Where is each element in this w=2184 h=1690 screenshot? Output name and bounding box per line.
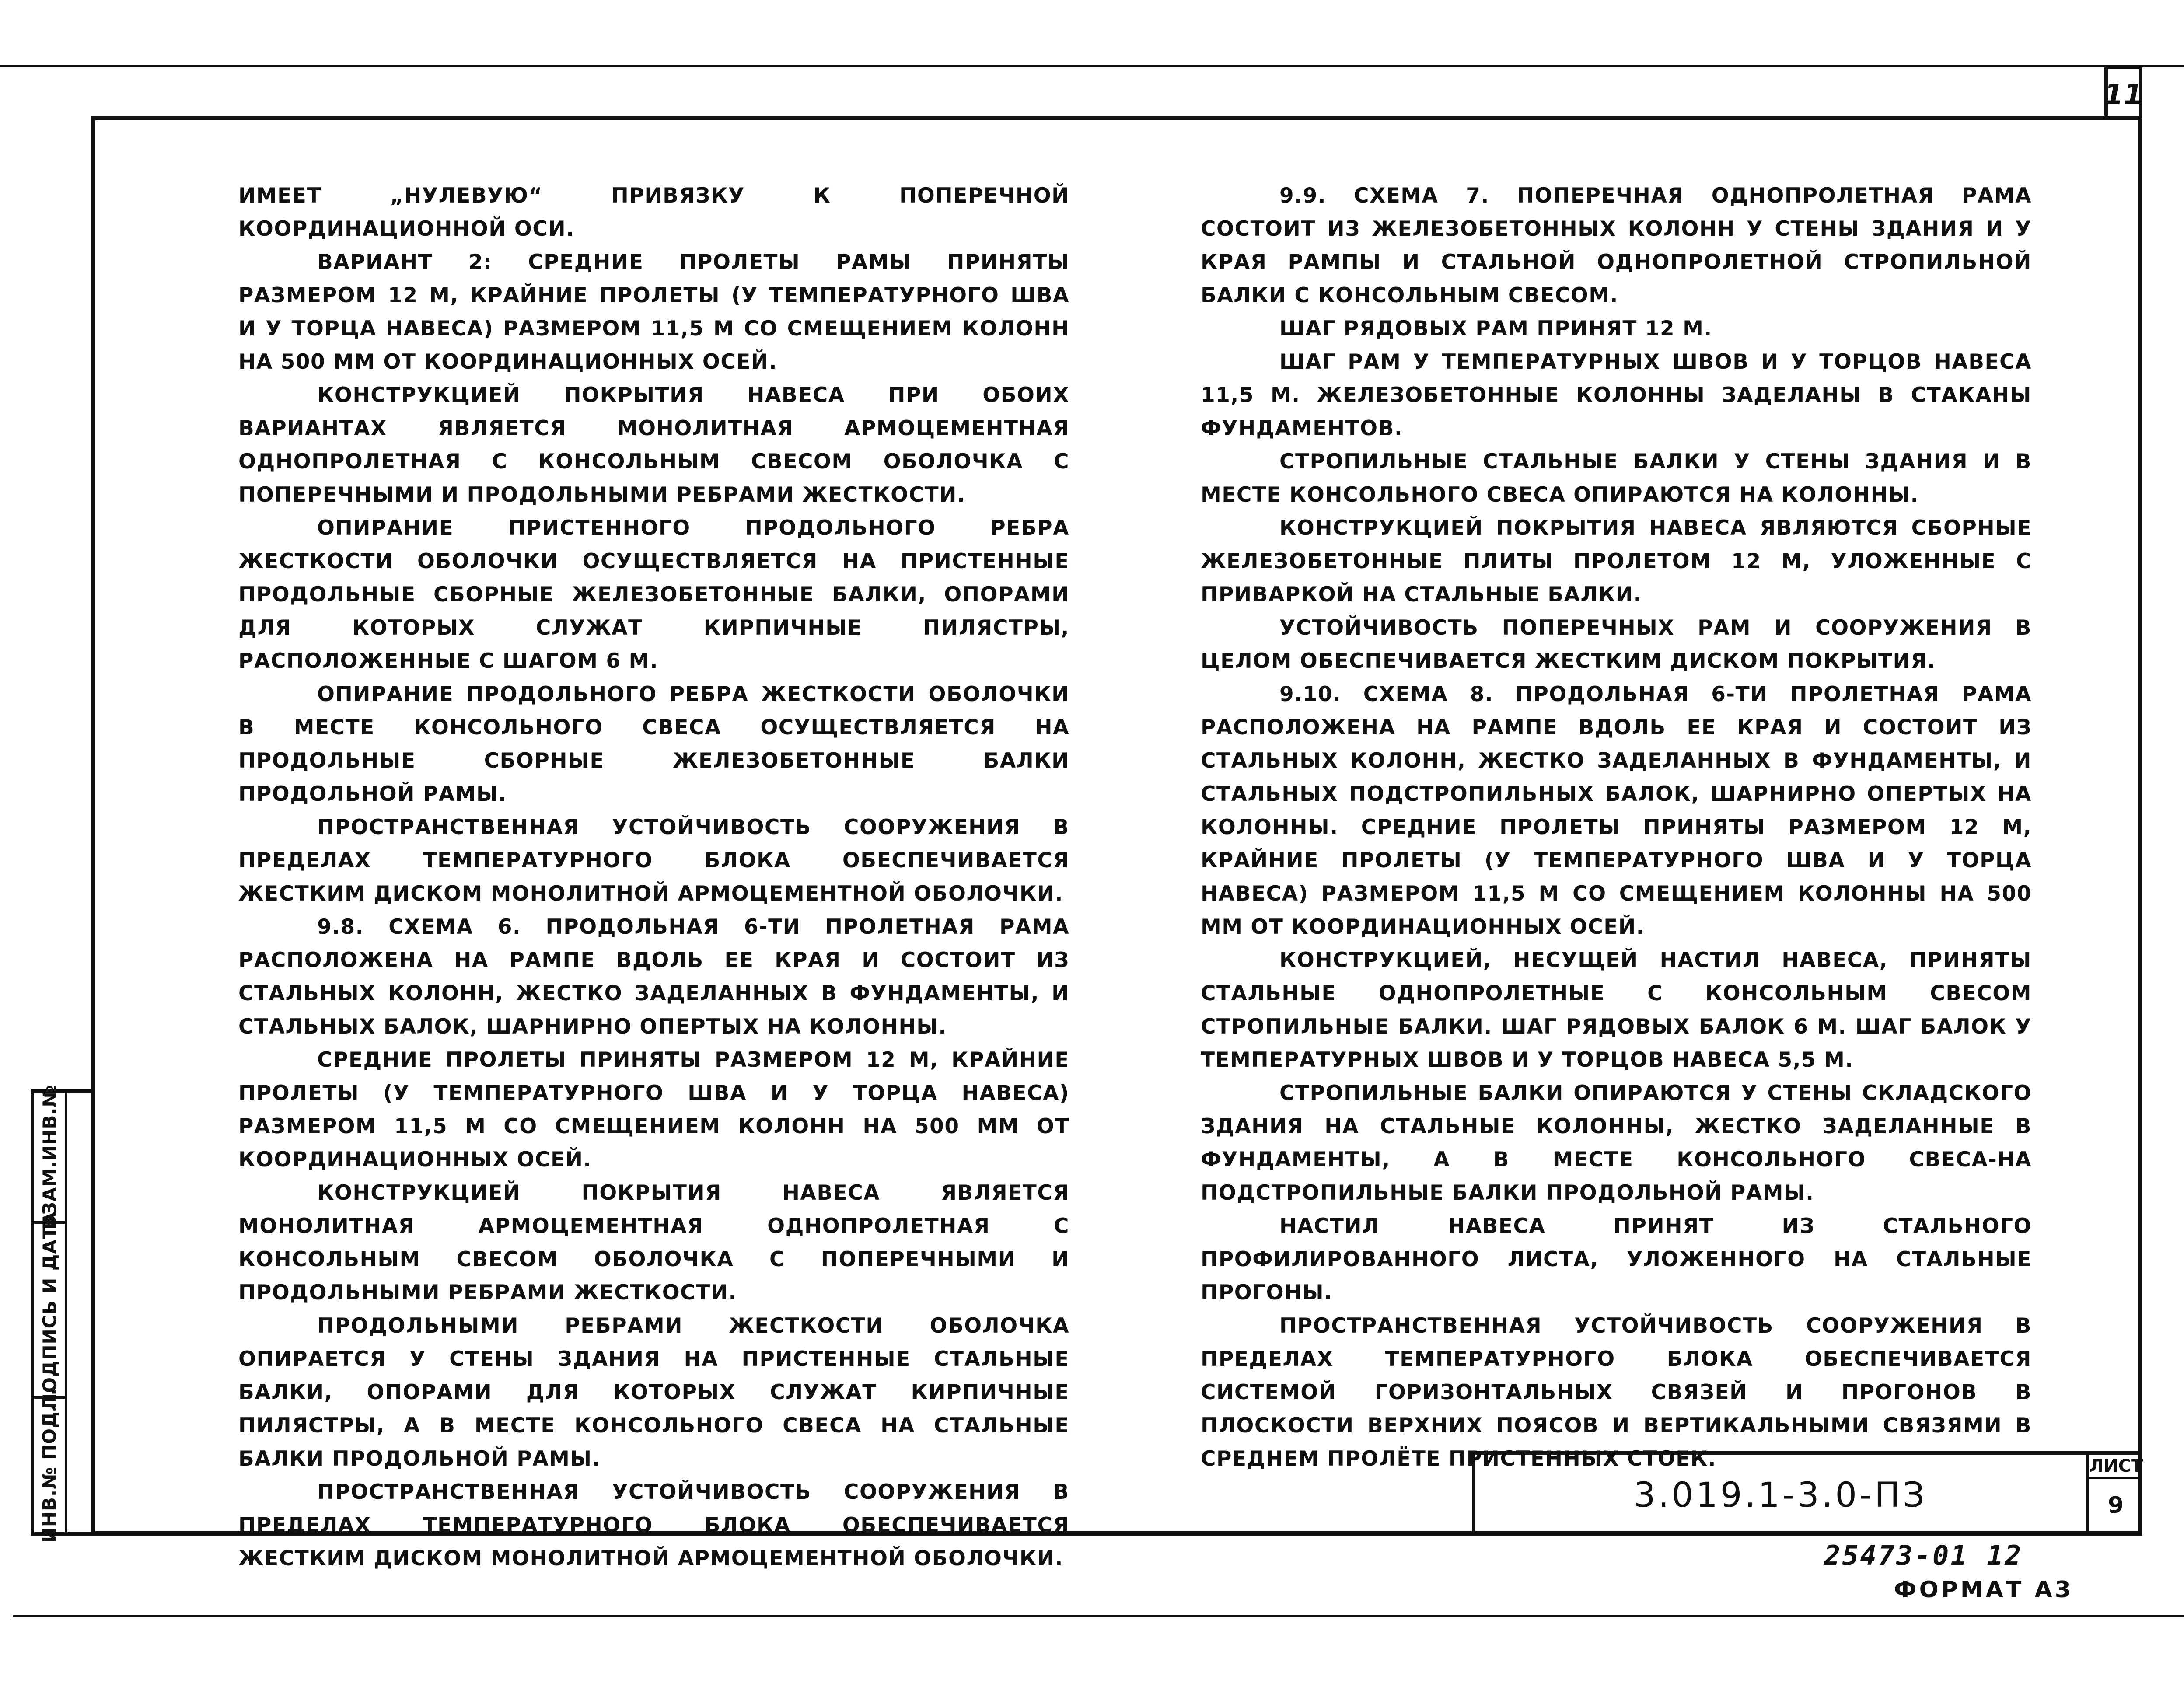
paragraph: ШАГ РЯДОВЫХ РАМ ПРИНЯТ 12 М. (1279, 317, 1712, 341)
side-label-signature-date: ПОДПИСЬ И ДАТА (38, 1211, 60, 1409)
inventory-number: 25473-01 12 (1824, 1540, 2023, 1571)
paragraph: НАСТИЛ НАВЕСА ПРИНЯТ ИЗ СТАЛЬНОГО ПРОФИЛИРОВАННОГО ЛИСТА, УЛОЖЕННОГО НА СТАЛЬНЫЕ ПРОГОНЫ. (1201, 1214, 2032, 1305)
paragraph: ВАРИАНТ 2: СРЕДНИЕ ПРОЛЕТЫ РАМЫ ПРИНЯТЫ РАЗМЕРОМ 12 М, КРАЙНИЕ ПРОЛЕТЫ (У ТЕМПЕРАТУРНОГО ШВА И У ТОРЦА НАВЕСА) РАЗМЕРОМ 11,5 М СО СМЕЩЕНИЕМ КОЛОНН НА 500 ММ ОТ КООРДИНАЦИОННЫХ ОСЕЙ. (238, 250, 1069, 374)
side-label-inv-no: ИНВ.№ ПОДЛ. (38, 1388, 60, 1543)
corner-page-number (2104, 66, 2142, 120)
paragraph: ПРОДОЛЬНЫМИ РЕБРАМИ ЖЕСТКОСТИ ОБОЛОЧКА ОПИРАЕТСЯ У СТЕНЫ ЗДАНИЯ НА ПРИСТЕННЫЕ СТАЛЬНЫЕ БАЛКИ, ОПОРАМИ ДЛЯ КОТОРЫХ СЛУЖАТ КИРПИЧНЫЕ ПИЛЯСТРЫ, А В МЕСТЕ КОНСОЛЬНОГО СВЕСА НА СТАЛЬНЫЕ БАЛКИ ПРОДОЛЬНОЙ РАМЫ. (238, 1314, 1069, 1471)
left-text-column (238, 179, 1069, 1575)
paragraph: ПРОСТРАНСТВЕННАЯ УСТОЙЧИВОСТЬ СООРУЖЕНИЯ В ПРЕДЕЛАХ ТЕМПЕРАТУРНОГО БЛОКА ОБЕСПЕЧИВАЕТСЯ ЖЕСТКИМ ДИСКОМ МОНОЛИТНОЙ АРМОЦЕМЕНТНОЙ ОБОЛОЧКИ. (238, 815, 1069, 906)
paragraph: КОНСТРУКЦИЕЙ ПОКРЫТИЯ НАВЕСА ЯВЛЯЕТСЯ МОНОЛИТНАЯ АРМОЦЕМЕНТНАЯ ОДНОПРОЛЕТНАЯ С КОНСОЛЬНЫМ СВЕСОМ ОБОЛОЧКА С ПОПЕРЕЧНЫМИ И ПРОДОЛЬНЫМИ РЕБРАМИ ЖЕСТКОСТИ. (238, 1181, 1069, 1305)
side-binding-strip (31, 1084, 95, 1543)
bottom-trim-line (13, 1615, 2184, 1617)
paragraph-section-9-8: 9.8. СХЕМА 6. ПРОДОЛЬНАЯ 6-ТИ ПРОЛЕТНАЯ РАМА РАСПОЛОЖЕНА НА РАМПЕ ВДОЛЬ ЕЕ КРАЯ И СОСТОИТ ИЗ СТАЛЬНЫХ КОЛОНН, ЖЕСТКО ЗАДЕЛАННЫХ В ФУНДАМЕНТЫ, И СТАЛЬНЫХ БАЛОК, ШАРНИРНО ОПЕРТЫХ НА КОЛОННЫ. (238, 915, 1069, 1039)
paragraph: ШАГ РАМ У ТЕМПЕРАТУРНЫХ ШВОВ И У ТОРЦОВ НАВЕСА 11,5 М. ЖЕЛЕЗОБЕТОННЫЕ КОЛОННЫ ЗАДЕЛАНЫ В СТАКАНЫ ФУНДАМЕНТОВ. (1201, 350, 2032, 440)
right-text-column (1201, 179, 2032, 1476)
paragraph: ПРОСТРАНСТВЕННАЯ УСТОЙЧИВОСТЬ СООРУЖЕНИЯ В ПРЕДЕЛАХ ТЕМПЕРАТУРНОГО БЛОКА ОБЕСПЕЧИВАЕТСЯ СИСТЕМОЙ ГОРИЗОНТАЛЬНЫХ СВЯЗЕЙ И ПРОГОНОВ В ПЛОСКОСТИ ВЕРХНИХ ПОЯСОВ И ВЕРТИКАЛЬНЫМИ СВЯЗЯМИ В СРЕДНЕМ ПРОЛЁТЕ ПРИСТЕННЫХ СТОЕК. (1201, 1314, 2032, 1471)
side-strip-divider (65, 1093, 67, 1532)
paragraph: ИМЕЕТ „НУЛЕВУЮ“ ПРИВЯЗКУ К ПОПЕРЕЧНОЙ КООРДИНАЦИОННОЙ ОСИ. (238, 184, 1069, 241)
title-block (1472, 1451, 2142, 1536)
side-cell-signature-date (34, 1211, 65, 1409)
paragraph: ОПИРАНИЕ ПРИСТЕННОГО ПРОДОЛЬНОГО РЕБРА ЖЕСТКОСТИ ОБОЛОЧКИ ОСУЩЕСТВЛЯЕТСЯ НА ПРИСТЕННЫЕ ПРОДОЛЬНЫЕ СБОРНЫЕ ЖЕЛЕЗОБЕТОННЫЕ БАЛКИ, ОПОРАМИ ДЛЯ КОТОРЫХ СЛУЖАТ КИРПИЧНЫЕ ПИЛЯСТРЫ, РАСПОЛОЖЕННЫЕ С ШАГОМ 6 М. (238, 516, 1069, 673)
paragraph: ОПИРАНИЕ ПРОДОЛЬНОГО РЕБРА ЖЕСТКОСТИ ОБОЛОЧКИ В МЕСТЕ КОНСОЛЬНОГО СВЕСА ОСУЩЕСТВЛЯЕТСЯ НА ПРОДОЛЬНЫЕ СБОРНЫЕ ЖЕЛЕЗОБЕТОННЫЕ БАЛКИ ПРОДОЛЬНОЙ РАМЫ. (238, 682, 1069, 806)
side-label-replaced-inv: ВЗАМ.ИНВ.№ (38, 1084, 60, 1229)
paragraph: УСТОЙЧИВОСТЬ ПОПЕРЕЧНЫХ РАМ И СООРУЖЕНИЯ В ЦЕЛОМ ОБЕСПЕЧИВАЕТСЯ ЖЕСТКИМ ДИСКОМ ПОКРЫТИЯ. (1201, 616, 2032, 673)
paragraph-section-9-9: 9.9. СХЕМА 7. ПОПЕРЕЧНАЯ ОДНОПРОЛЕТНАЯ РАМА СОСТОИТ ИЗ ЖЕЛЕЗОБЕТОННЫХ КОЛОНН У СТЕНЫ ЗДАНИЯ И У КРАЯ РАМПЫ И СТАЛЬНОЙ ОДНОПРОЛЕТНОЙ СТРОПИЛЬНОЙ БАЛКИ С КОНСОЛЬНЫМ СВЕСОМ. (1201, 184, 2032, 307)
paragraph: СРЕДНИЕ ПРОЛЕТЫ ПРИНЯТЫ РАЗМЕРОМ 12 М, КРАЙНИЕ ПРОЛЕТЫ (У ТЕМПЕРАТУРНОГО ШВА И У ТОРЦА НАВЕСА) РАЗМЕРОМ 11,5 М СО СМЕЩЕНИЕМ КОЛОНН НА 500 ММ ОТ КООРДИНАЦИОННЫХ ОСЕЙ. (238, 1048, 1069, 1172)
top-trim-line (0, 65, 2184, 67)
paragraph: СТРОПИЛЬНЫЕ СТАЛЬНЫЕ БАЛКИ У СТЕНЫ ЗДАНИЯ И В МЕСТЕ КОНСОЛЬНОГО СВЕСА ОПИРАЮТСЯ НА КОЛОННЫ. (1201, 450, 2032, 507)
paragraph: КОНСТРУКЦИЕЙ, НЕСУЩЕЙ НАСТИЛ НАВЕСА, ПРИНЯТЫ СТАЛЬНЫЕ ОДНОПРОЛЕТНЫЕ С КОНСОЛЬНЫМ СВЕСОМ СТРОПИЛЬНЫЕ БАЛКИ. ШАГ РЯДОВЫХ БАЛОК 6 М. ШАГ БАЛОК У ТЕМПЕРАТУРНЫХ ШВОВ И У ТОРЦОВ НАВЕСА 5,5 М. (1201, 948, 2032, 1072)
side-cell-inv-no (34, 1388, 65, 1543)
paragraph: КОНСТРУКЦИЕЙ ПОКРЫТИЯ НАВЕСА ЯВЛЯЮТСЯ СБОРНЫЕ ЖЕЛЕЗОБЕТОННЫЕ ПЛИТЫ ПРОЛЕТОМ 12 М, УЛОЖЕННЫЕ С ПРИВАРКОЙ НА СТАЛЬНЫЕ БАЛКИ. (1201, 516, 2032, 607)
sheet-label: ЛИСТ (2089, 1455, 2142, 1479)
document-code: 3.019.1-3.0-ПЗ (1634, 1475, 1927, 1515)
sheet-number: 9 (2107, 1492, 2124, 1519)
paragraph: СТРОПИЛЬНЫЕ БАЛКИ ОПИРАЮТСЯ У СТЕНЫ СКЛАДСКОГО ЗДАНИЯ НА СТАЛЬНЫЕ КОЛОННЫ, ЖЕСТКО ЗАДЕЛАННЫЕ В ФУНДАМЕНТЫ, А В МЕСТЕ КОНСОЛЬНОГО СВЕСА-НА ПОДСТРОПИЛЬНЫЕ БАЛКИ ПРОДОЛЬНОЙ РАМЫ. (1201, 1081, 2032, 1205)
side-cell-replaced-inv (34, 1084, 65, 1229)
paper-format: ФОРМАТ А3 (1894, 1577, 2073, 1603)
paragraph: КОНСТРУКЦИЕЙ ПОКРЫТИЯ НАВЕСА ПРИ ОБОИХ ВАРИАНТАХ ЯВЛЯЕТСЯ МОНОЛИТНАЯ АРМОЦЕМЕНТНАЯ ОДНОПРОЛЕТНАЯ С КОНСОЛЬНЫМ СВЕСОМ ОБОЛОЧКА С ПОПЕРЕЧНЫМИ И ПРОДОЛЬНЫМИ РЕБРАМИ ЖЕСТКОСТИ. (238, 383, 1069, 507)
corner-number-text: 11 (2104, 78, 2143, 111)
paragraph-section-9-10: 9.10. СХЕМА 8. ПРОДОЛЬНАЯ 6-ТИ ПРОЛЕТНАЯ РАМА РАСПОЛОЖЕНА НА РАМПЕ ВДОЛЬ ЕЕ КРАЯ И СОСТОИТ ИЗ СТАЛЬНЫХ КОЛОНН, ЖЕСТКО ЗАДЕЛАННЫХ В ФУНДАМЕНТЫ, И СТАЛЬНЫХ ПОДСТРОПИЛЬНЫХ БАЛОК, ШАРНИРНО ОПЕРТЫХ НА КОЛОННЫ. СРЕДНИЕ ПРОЛЕТЫ ПРИНЯТЫ РАЗМЕРОМ 12 М, КРАЙНИЕ ПРОЛЕТЫ (У ТЕМПЕРАТУРНОГО ШВА И У ТОРЦА НАВЕСА) РАЗМЕРОМ 11,5 М СО СМЕЩЕНИЕМ КОЛОННЫ НА 500 ММ ОТ КООРДИНАЦИОННЫХ ОСЕЙ. (1201, 682, 2032, 939)
sheet-number-box (2086, 1455, 2142, 1536)
paragraph: ПРОСТРАНСТВЕННАЯ УСТОЙЧИВОСТЬ СООРУЖЕНИЯ В ПРЕДЕЛАХ ТЕМПЕРАТУРНОГО БЛОКА ОБЕСПЕЧИВАЕТСЯ ЖЕСТКИМ ДИСКОМ МОНОЛИТНОЙ АРМОЦЕМЕНТНОЙ ОБОЛОЧКИ. (238, 1480, 1069, 1571)
